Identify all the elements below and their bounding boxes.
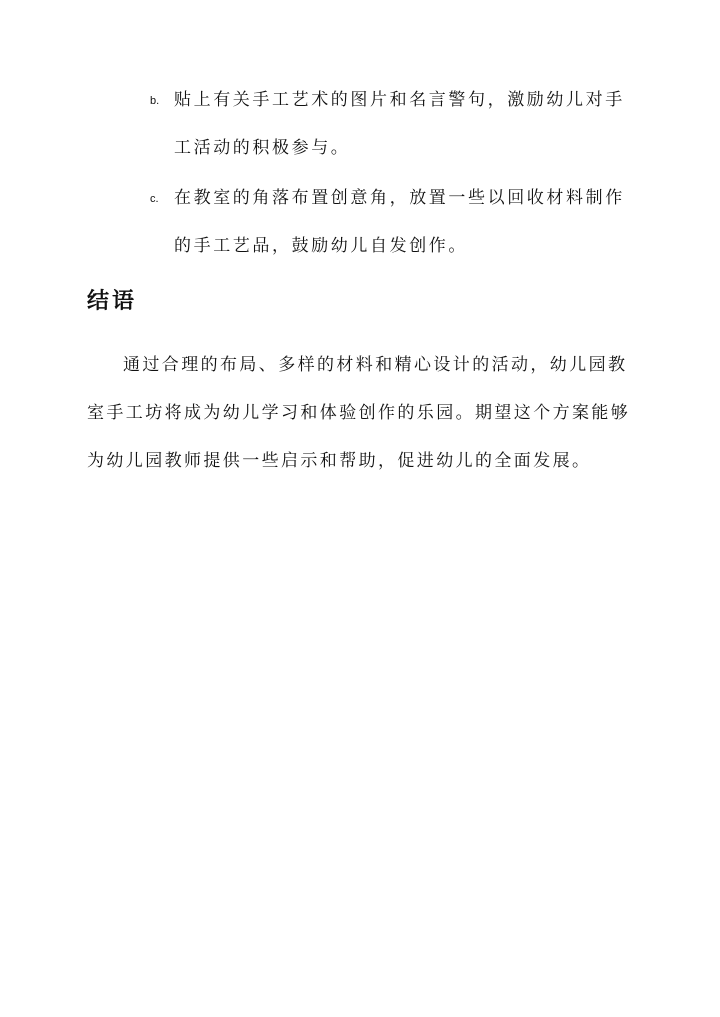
conclusion-paragraph: 通过合理的布局、多样的材料和精心设计的活动，幼儿园教室手工坊将成为幼儿学习和体验创作的乐园。期望这个方案能够为幼儿园教师提供一些启示和帮助，促进幼儿的全面发展。 (87, 355, 631, 471)
list-item-b (150, 76, 630, 172)
list-item-c-text: 在教室的角落布置创意角，放置一些以回收材料制作的手工艺品，鼓励幼儿自发创作。 (174, 188, 625, 256)
list-item-c (150, 174, 630, 270)
section-heading-conclusion: 结语 (87, 289, 138, 314)
list-marker-b: b. (150, 95, 160, 107)
list-marker-c: c. (150, 193, 159, 205)
list-item-b-text: 贴上有关手工艺术的图片和名言警句，激励幼儿对手工活动的积极参与。 (174, 90, 625, 158)
